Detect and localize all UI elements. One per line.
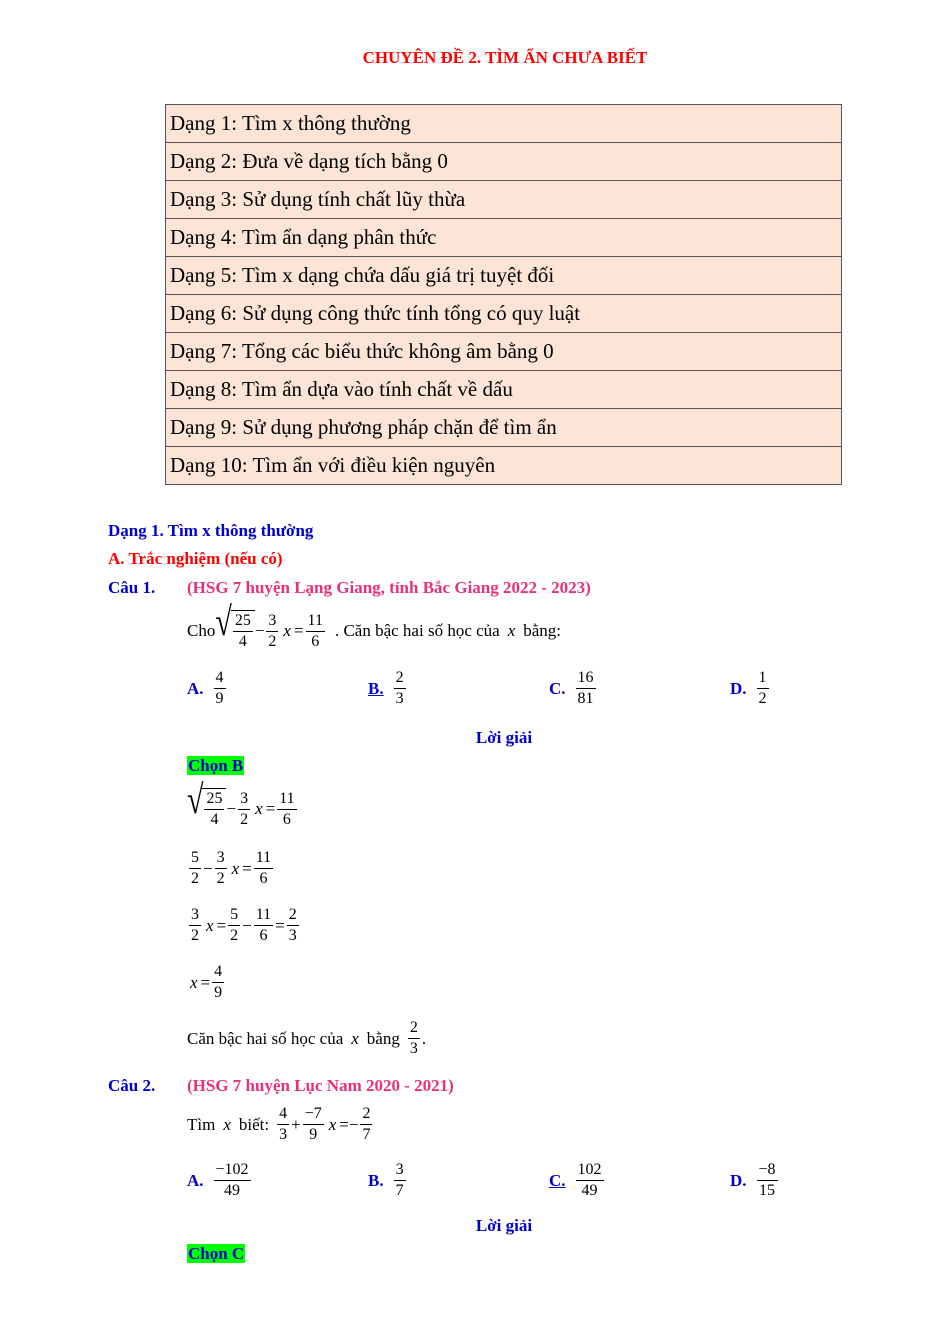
- solution-title: Lời giải: [475, 728, 533, 747]
- question-1-label: Câu 1.: [108, 578, 156, 597]
- answer-option-c[interactable]: C. $\frac{102}{49}$: [549, 1161, 602, 1199]
- answer-option-b[interactable]: B. $\frac{3}{7}$: [368, 1161, 404, 1199]
- question-2-statement: Tìm x biết: $\frac{4}{3}$ + $\frac{-7}{9}$ x = − $\frac{2}{7}$: [187, 1105, 371, 1143]
- answer-option-d[interactable]: D. $\frac{-8}{15}$: [730, 1161, 776, 1199]
- answer-option-c[interactable]: C. $\frac{16}{81}$: [549, 669, 594, 707]
- question-2-label: Câu 2.: [108, 1076, 156, 1095]
- toc-item: Dạng 2: Đưa về dạng tích bằng 0: [166, 143, 842, 181]
- answer-option-d[interactable]: D. $\frac{1}{2}$: [730, 669, 767, 707]
- statement-suffix-2: bằng:: [523, 621, 562, 640]
- variable-x: x: [507, 621, 516, 640]
- question-1-statement: Cho √ $\frac{25}{4}$ − $\frac{3}{2}$ x = $\frac{11}{6}$ . Căn bậc hai số học của x bằng:: [187, 599, 562, 650]
- solution-step-2: $\frac{5}{2}$ − $\frac{3}{2}$ x = $\frac{11}{6}$: [191, 849, 272, 887]
- solution-title: Lời giải: [475, 1216, 533, 1235]
- question-1-source: (HSG 7 huyện Lạng Giang, tỉnh Bắc Giang 2022 - 2023): [187, 578, 591, 597]
- sqrt-expression: √ $\frac{25}{4}$: [215, 610, 254, 652]
- toc-item: Dạng 8: Tìm ẩn dựa vào tính chất về dấu: [166, 371, 842, 409]
- toc-item: Dạng 3: Sử dụng tính chất lũy thừa: [166, 181, 842, 219]
- toc-item: Dạng 4: Tìm ẩn dạng phân thức: [166, 219, 842, 257]
- toc-item: Dạng 10: Tìm ẩn với điều kiện nguyên: [166, 447, 842, 485]
- statement-suffix: . Căn bậc hai số học của: [334, 621, 500, 640]
- toc-item: Dạng 5: Tìm x dạng chứa dấu giá trị tuyệt đối: [166, 257, 842, 295]
- page-title: CHUYÊN ĐỀ 2. TÌM ẨN CHƯA BIẾT: [362, 48, 648, 67]
- choice-badge: Chọn B: [188, 756, 244, 775]
- answer-option-b[interactable]: B. $\frac{2}{3}$: [368, 669, 404, 707]
- toc-item: Dạng 1: Tìm x thông thường: [166, 105, 842, 143]
- answer-option-a[interactable]: A. $\frac{-102}{49}$: [187, 1161, 249, 1199]
- topic-table: [165, 104, 842, 485]
- toc-item: Dạng 7: Tổng các biểu thức không âm bằng 0: [166, 333, 842, 371]
- answer-option-a[interactable]: A. $\frac{4}{9}$: [187, 669, 224, 707]
- solution-step-4: x = $\frac{4}{9}$: [190, 963, 223, 1001]
- solution-step-3: $\frac{3}{2}$ x = $\frac{5}{2}$ − $\frac{11}{6}$ = $\frac{2}{3}$: [191, 906, 297, 944]
- choice-badge: Chọn C: [188, 1244, 245, 1263]
- solution-step-1: √ $\frac{25}{4}$ − $\frac{3}{2}$ x = $\frac{11}{6}$: [187, 777, 295, 828]
- toc-item: Dạng 9: Sử dụng phương pháp chặn để tìm ẩn: [166, 409, 842, 447]
- solution-conclusion: Căn bậc hai số học của x bằng $\frac{2}{3}$ .: [187, 1019, 427, 1057]
- section-heading: Dạng 1. Tìm x thông thường: [108, 521, 314, 540]
- statement-prefix: Cho: [187, 621, 216, 640]
- question-2-source: (HSG 7 huyện Lục Nam 2020 - 2021): [187, 1076, 454, 1095]
- toc-item: Dạng 6: Sử dụng công thức tính tổng có quy luật: [166, 295, 842, 333]
- section-subheading: A. Trắc nghiệm (nếu có): [108, 549, 283, 568]
